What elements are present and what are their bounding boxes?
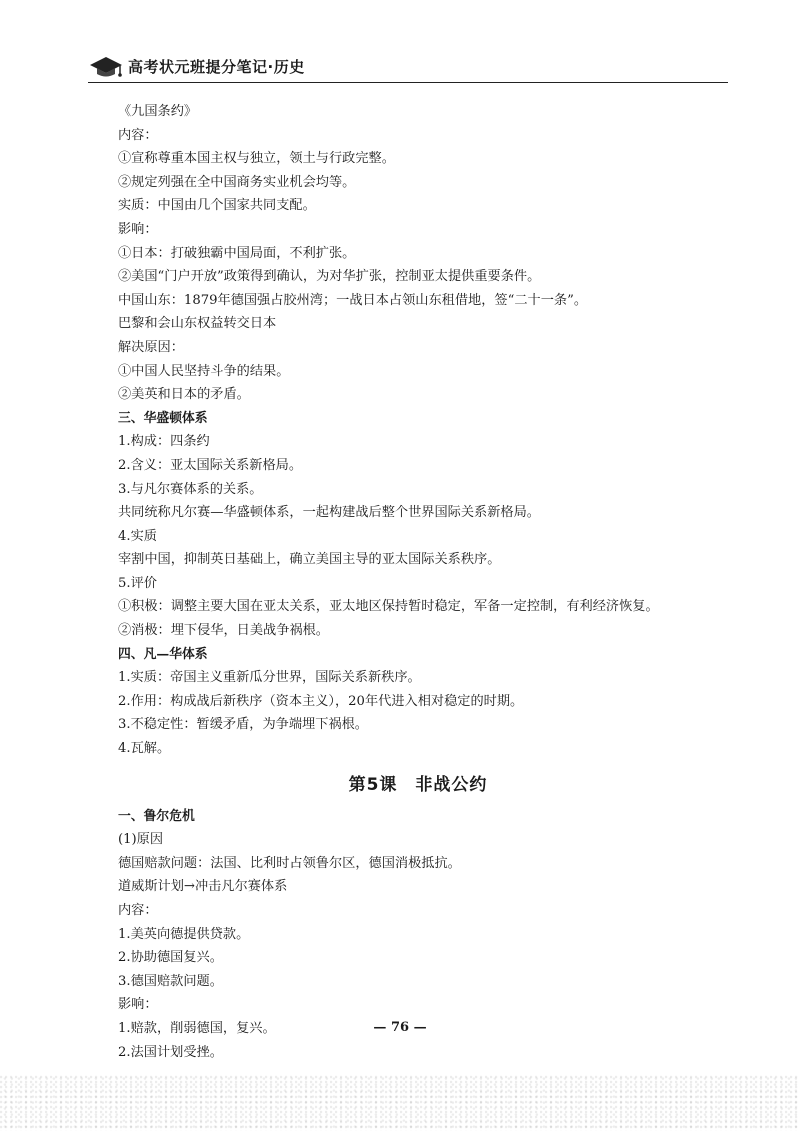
- text-line: 中国山东：1879年德国强占胶州湾；一战日本占领山东租借地，签“二十一条”。: [118, 292, 588, 308]
- text-line: 实质：中国由几个国家共同支配。: [118, 198, 316, 214]
- text-line: 3.德国赔款问题。: [118, 973, 223, 989]
- text-line: 解决原因：: [118, 339, 184, 355]
- text-line: 2.作用：构成战后新秩序（资本主义），20年代进入相对稳定的时期。: [118, 693, 524, 709]
- text-line: ①宣称尊重本国主权与独立，领土与行政完整。: [118, 151, 395, 167]
- text-line: ②消极：埋下侵华，日美战争祸根。: [118, 623, 329, 639]
- text-line: 1.构成：四条约: [118, 434, 210, 450]
- section-washington-system: [118, 407, 718, 643]
- text-line: 《九国条约》: [118, 104, 198, 119]
- text-line: 共同统称凡尔赛—华盛顿体系，一起构建战后整个世界国际关系新格局。: [118, 505, 540, 521]
- text-line: 3.不稳定性：暂缓矛盾，为争端埋下祸根。: [118, 717, 368, 733]
- header-title: 高考状元班提分笔记·历史: [128, 58, 305, 76]
- top-lines: [118, 100, 718, 407]
- text-line: ②规定列强在全中国商务实业机会均等。: [118, 174, 356, 190]
- text-line: ②美英和日本的矛盾。: [118, 387, 250, 403]
- text-line: (1)原因: [118, 832, 164, 848]
- page-header: [88, 52, 728, 83]
- text-line: 5.评价: [118, 575, 157, 591]
- text-line: ①日本：打破独霸中国局面，不利扩张。: [118, 245, 356, 261]
- page-content: [118, 100, 718, 1064]
- text-line: 2.法国计划受挫。: [118, 1044, 223, 1060]
- text-line: 影响：: [118, 221, 158, 237]
- text-line: 宰割中国，抑制英日基础上，确立美国主导的亚太国际关系秩序。: [118, 552, 501, 568]
- text-line: ①积极：调整主要大国在亚太关系，亚太地区保持暂时稳定，军备一定控制，有利经济恢复。: [118, 599, 659, 615]
- text-line: 影响：: [118, 997, 158, 1013]
- text-line: 4.瓦解。: [118, 741, 171, 757]
- text-line: 1.赔款，削弱德国，复兴。: [118, 1020, 276, 1036]
- text-line: 道威斯计划→冲击凡尔赛体系: [118, 879, 288, 895]
- lesson-title: 第5课 非战公约: [348, 774, 488, 795]
- text-line: 巴黎和会山东权益转交日本: [118, 316, 277, 332]
- section-heading: 一、鲁尔危机: [118, 808, 195, 824]
- text-line: 1.实质：帝国主义重新瓜分世界，国际关系新秩序。: [118, 670, 421, 686]
- page-number: — 76 —: [373, 1020, 427, 1035]
- text-line: ②美国“门户开放”政策得到确认，为对华扩张，控制亚太提供重要条件。: [118, 269, 541, 285]
- scan-noise: [0, 1075, 800, 1131]
- text-line: 2.协助德国复兴。: [118, 950, 223, 966]
- graduation-cap-icon: [88, 54, 124, 80]
- section-heading: 三、华盛顿体系: [118, 410, 208, 426]
- text-line: 2.含义：亚太国际关系新格局。: [118, 457, 303, 473]
- text-line: ①中国人民坚持斗争的结果。: [118, 363, 290, 379]
- section-heading: 四、凡—华体系: [118, 646, 208, 662]
- text-line: 3.与凡尔赛体系的关系。: [118, 481, 263, 497]
- text-line: 内容：: [118, 903, 158, 918]
- text-line: 内容：: [118, 127, 158, 143]
- section-versailles-washington: [118, 643, 718, 761]
- text-line: 1.美英向德提供贷款。: [118, 926, 250, 942]
- text-line: 德国赔款问题：法国、比利时占领鲁尔区，德国消极抵抗。: [118, 855, 461, 871]
- text-line: 4.实质: [118, 528, 157, 544]
